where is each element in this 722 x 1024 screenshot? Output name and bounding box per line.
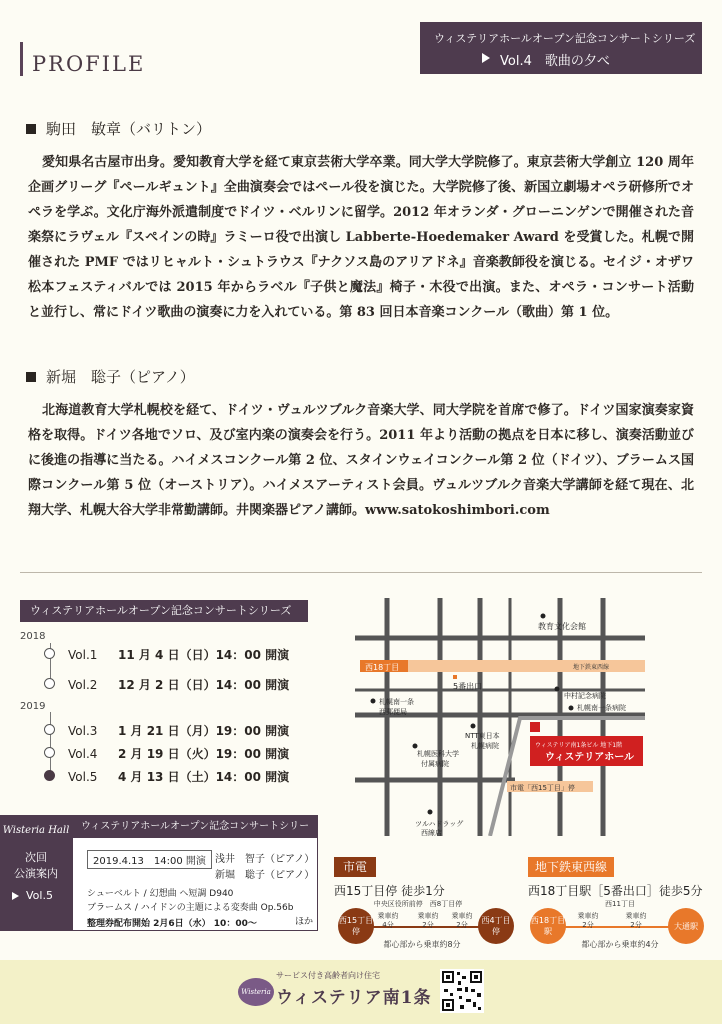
concert-item bbox=[68, 745, 289, 762]
brand-logo: Wisteria bbox=[238, 978, 274, 1006]
subway-stop-b bbox=[668, 908, 704, 944]
tram-walk: 西15丁目停 徒歩1分 bbox=[334, 884, 445, 898]
performer-name bbox=[26, 366, 195, 387]
subway-seg: 乗車約2分 bbox=[625, 912, 647, 929]
subway-total: 都心部から乗車約4分 bbox=[581, 940, 659, 949]
year-label: 2018 bbox=[20, 631, 46, 642]
concert-item bbox=[68, 646, 289, 663]
concert-item bbox=[68, 722, 289, 739]
timeline-dot-current bbox=[44, 770, 55, 781]
map-label-ntt: NTT東日本 bbox=[465, 732, 500, 740]
hall-name-en: Wisteria Hall bbox=[2, 825, 70, 836]
map-label-nakamura2: 札幌南一条病院 bbox=[577, 704, 626, 712]
square-bullet-icon bbox=[26, 372, 36, 382]
tram-mid-stops: 中央区役所前停 西8丁目停 bbox=[373, 900, 463, 908]
next-performer: 新堀 聡子（ピアノ） bbox=[215, 870, 315, 881]
subway-stop-b-label: 大通駅 bbox=[674, 921, 698, 931]
subway-mid-stop: 西11丁目 bbox=[605, 900, 635, 908]
timeline-dot bbox=[44, 747, 55, 758]
page-title: PROFILE bbox=[32, 52, 146, 76]
map-label-med2: 付属病院 bbox=[421, 760, 449, 768]
concert-vol: Vol.3 bbox=[68, 724, 98, 738]
tram-seg: 乗車約2分 bbox=[417, 912, 439, 929]
concert-vol: Vol.4 bbox=[68, 747, 98, 761]
profile-accent-bar bbox=[20, 42, 23, 76]
next-concert-title: ウィステリアホールオープン記念コンサートシリーズ bbox=[73, 816, 317, 838]
map-label-edu: 教育文化会館 bbox=[538, 622, 586, 631]
concert-vol: Vol.1 bbox=[68, 648, 98, 662]
access-map bbox=[355, 598, 645, 836]
program-more: ほか bbox=[295, 917, 314, 927]
subway-seg: 乗車約2分 bbox=[577, 912, 599, 929]
performer-bio: 北海道教育大学札幌校を経て、ドイツ・ヴュルツブルク音楽大学、同大学院を首席で修了。ドイツ国家演奏家資格を取得。ドイツ各地でソロ、及び室内楽の演奏会を行う。2011 年より活動の拠点を日本に移し、演奏活動並びに後進の指導に当たる。ハイメスコンクール第 2 位、スタインウェイコンクール第 2 位（ドイツ）、ブラームス国際コンクール第 5 位（オーストリア）。ハイメスアーティスト会員。ヴュルツブルク音楽大学講師を経て現在、北翔大学、札幌大谷大学非常勤講師。井関楽器ピアノ講師。www.satokoshimbori.com bbox=[28, 403, 694, 518]
performer-name-text: 新堀 聡子（ピアノ） bbox=[46, 368, 195, 386]
program-item: ブラームス / ハイドンの主題による変奏曲 Op.56b bbox=[87, 903, 294, 913]
next-datetime: 2019.4.13 14:00 開演 bbox=[87, 850, 212, 869]
subway-badge: 地下鉄東西線 bbox=[528, 857, 614, 877]
subway-walk: 西18丁目駅［5番出口］徒歩5分 bbox=[528, 884, 703, 898]
schedule-title: ウィステリアホールオープン記念コンサートシリーズ bbox=[20, 600, 308, 622]
map-label-subway: 地下鉄東西線 bbox=[573, 664, 610, 671]
concert-date: 1 月 21 日（月）19：00 開演 bbox=[118, 724, 290, 738]
timeline-dot bbox=[44, 678, 55, 689]
timeline-line bbox=[50, 712, 51, 774]
tram-seg: 乗車約4分 bbox=[377, 912, 399, 929]
map-label-med: 札幌医科大学 bbox=[417, 750, 459, 758]
tram-stop-b bbox=[478, 908, 514, 944]
tram-stop-b-label: 西4丁目停 bbox=[481, 916, 511, 936]
concert-date: 2 月 19 日（火）19：00 開演 bbox=[118, 747, 290, 761]
timeline-dot bbox=[44, 724, 55, 735]
tram-badge: 市電 bbox=[334, 857, 376, 877]
tram-stop-a-label: 西15丁目停 bbox=[338, 916, 374, 936]
concert-item bbox=[68, 768, 289, 785]
performer-name-text: 駒田 敏章（バリトン） bbox=[46, 120, 212, 138]
concert-vol: Vol.5 bbox=[68, 770, 98, 784]
subway-line bbox=[546, 926, 686, 928]
map-label-nakamura: 中村記念病院 bbox=[564, 692, 606, 700]
map-label-tram: 市電「西15丁目」停 bbox=[510, 784, 575, 792]
series-banner bbox=[420, 22, 702, 74]
concert-date: 11 月 4 日（日）14：00 開演 bbox=[118, 648, 290, 662]
play-triangle-icon bbox=[482, 53, 490, 63]
tram-stop-a bbox=[338, 908, 374, 944]
concert-vol: Vol.2 bbox=[68, 678, 98, 692]
map-label-post: 西郵便局 bbox=[379, 708, 407, 716]
ticket-info: 整理券配布開始 2月6日（水） 10：00～ bbox=[87, 919, 257, 929]
map-label-exit5: 5番出口 bbox=[453, 682, 483, 691]
map-label-hall: ウィステリアホール bbox=[545, 752, 634, 763]
map-label-bldg: ウィステリア南1条ビル 地下1階 bbox=[535, 742, 623, 749]
map-label-ntt2: 札幌病院 bbox=[471, 742, 499, 750]
next-label-2: 公演案内 bbox=[14, 867, 58, 880]
program-item: シューベルト / 幻想曲 ヘ短調 D940 bbox=[87, 889, 234, 899]
map-label-minami1: 札幌南一条 bbox=[379, 698, 414, 706]
hall-marker bbox=[530, 722, 540, 732]
timeline-dot bbox=[44, 648, 55, 659]
performer-bio: 愛知県名古屋市出身。愛知教育大学を経て東京芸術大学卒業。同大学大学院修了。東京芸術大学創立 120 周年企画グリーグ『ペールギュント』全曲演奏会ではペール役を演じた。大学院修了後、新国立劇場オペラ研修所でオペラを学ぶ。文化庁海外派遣制度でドイツ・ベルリンに留学。2012 年オランダ・グローニンゲンで開催された音楽祭にラヴェル『スペインの時』ラミーロ役で出演し Labberte-Hoedemaker Award を受賞した。札幌で開催された PMF ではリヒャルト・シュトラウス『ナクソス島のアリアドネ』音楽教師役を演じる。セイジ・オザワ松本フェスティバルでは 2015 年からラベル『子供と魔法』椅子・木役で出演。また、オペラ・コンサート活動と並行し、常にドイツ歌曲の演奏に力を入れている。第 83 回日本音楽コンクール（歌曲）第 1 位。 bbox=[28, 155, 694, 320]
brand-subtitle: サービス付き高齢者向け住宅 bbox=[276, 971, 380, 980]
next-label: 次回 bbox=[25, 851, 47, 864]
subway-stop-a-label: 西18丁目駅 bbox=[530, 916, 566, 936]
map-label-nishi18: 西18丁目 bbox=[365, 663, 400, 672]
next-vol: Vol.5 bbox=[26, 889, 53, 902]
next-concert-side bbox=[0, 815, 72, 931]
concert-date: 4 月 13 日（土）14：00 開演 bbox=[118, 770, 290, 784]
next-concert-box bbox=[72, 815, 318, 931]
square-bullet-icon bbox=[26, 124, 36, 134]
subway-stop-a bbox=[530, 908, 566, 944]
map-label-drug: ツルハドラッグ bbox=[415, 820, 464, 828]
map-label-drug2: 西線店 bbox=[421, 829, 442, 836]
section-divider bbox=[20, 572, 702, 573]
tram-seg: 乗車約2分 bbox=[451, 912, 473, 929]
concert-date: 12 月 2 日（日）14：00 開演 bbox=[118, 678, 290, 692]
next-performer: 浅井 智子（ピアノ） bbox=[215, 854, 315, 865]
brand-name: ウィステリア南1条 bbox=[276, 988, 432, 1008]
tram-total: 都心部から乗車約8分 bbox=[383, 940, 461, 949]
play-triangle-icon bbox=[12, 892, 19, 900]
concert-item bbox=[68, 676, 289, 693]
performer-name bbox=[26, 118, 211, 139]
qr-code-icon bbox=[440, 969, 484, 1013]
year-label: 2019 bbox=[20, 701, 46, 712]
series-title: ウィステリアホールオープン記念コンサートシリーズ bbox=[434, 32, 696, 45]
series-vol: Vol.4 歌曲の夕べ bbox=[500, 54, 610, 69]
